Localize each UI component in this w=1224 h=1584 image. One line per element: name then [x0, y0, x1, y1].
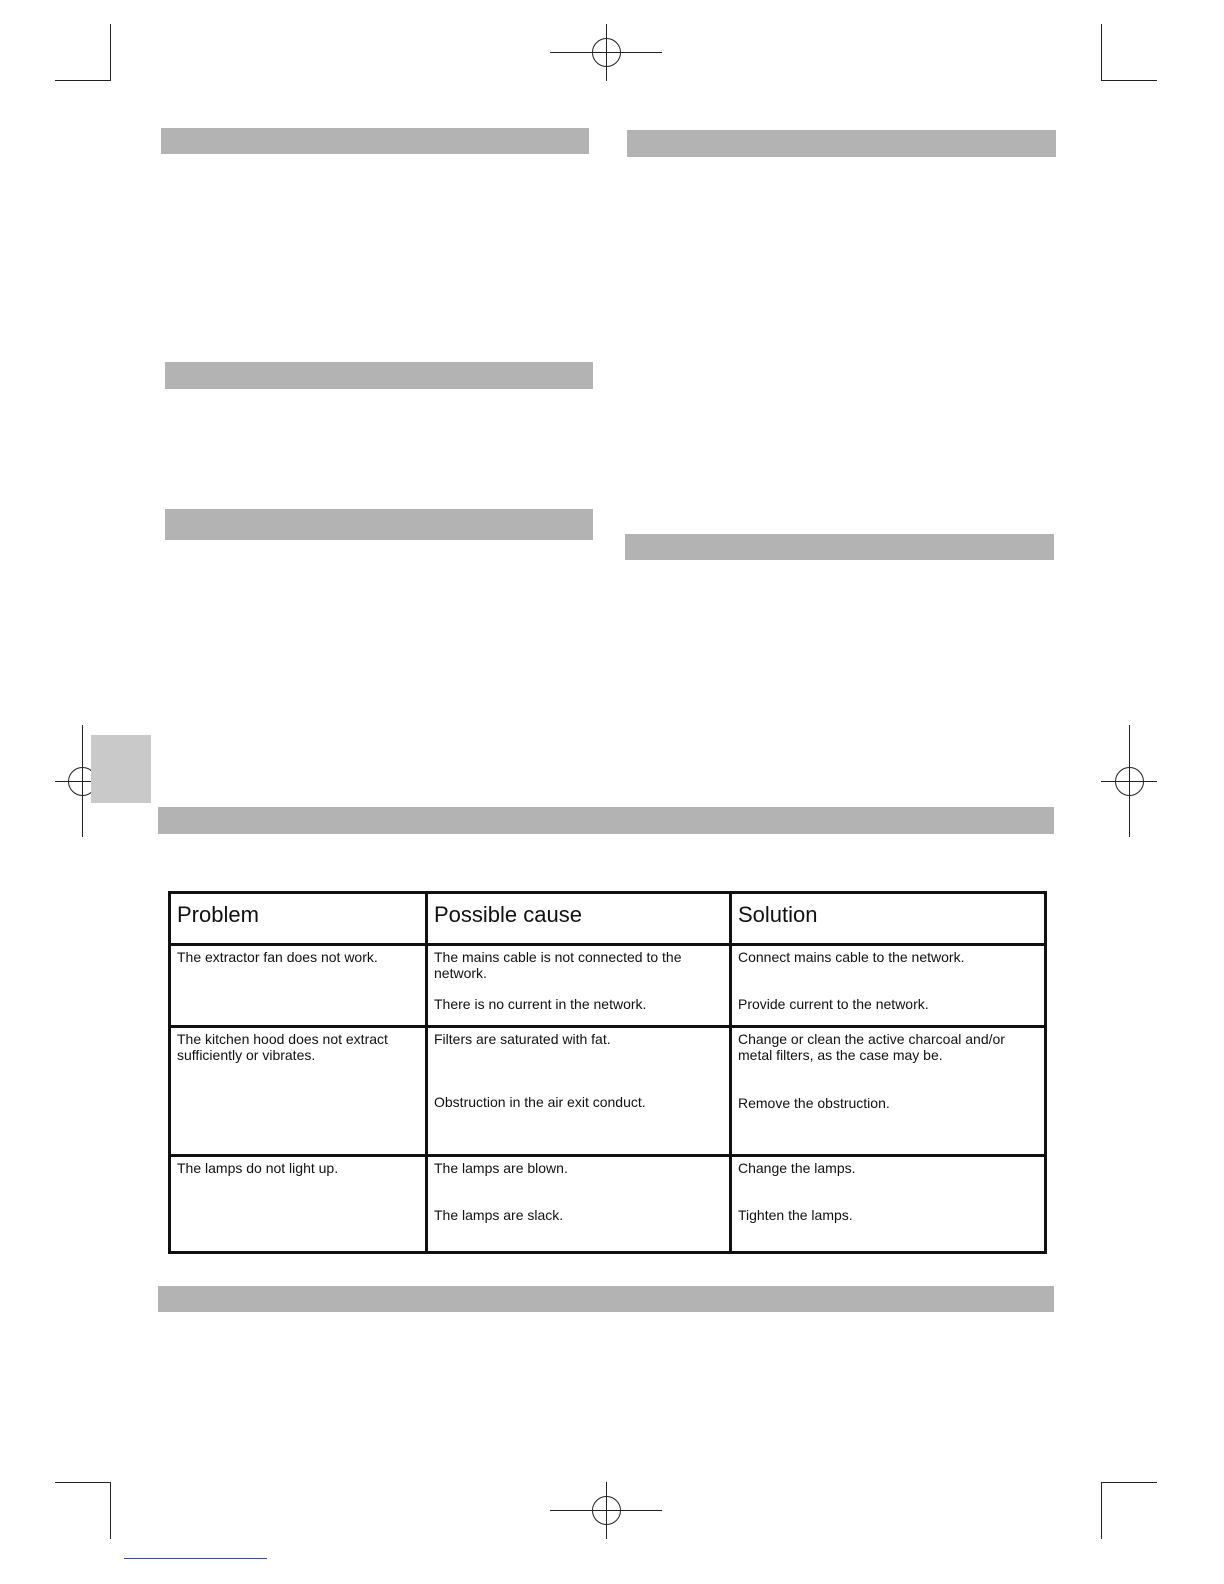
- cause-text: Obstruction in the air exit conduct.: [434, 1094, 646, 1110]
- solution-text: Remove the obstruction.: [738, 1095, 890, 1111]
- crop-mark-bottom-right-vertical: [1101, 1482, 1102, 1539]
- solution-text: Tighten the lamps.: [738, 1207, 853, 1223]
- section-bar-full-2: [158, 1286, 1054, 1312]
- troubleshooting-table: [168, 891, 1047, 1254]
- table-row: [170, 945, 1046, 1027]
- solution-cell: [731, 945, 1046, 1027]
- cause-text: The lamps are blown.: [434, 1160, 568, 1176]
- cause-text: There is no current in the network.: [434, 996, 647, 1012]
- table-row: [170, 1027, 1046, 1156]
- solution-text: Change or clean the active charcoal and/or metal filters, as the case may be.: [738, 1031, 1005, 1063]
- crop-mark-bottom-left-horizontal: [55, 1482, 111, 1483]
- section-bar-left-3: [165, 509, 593, 540]
- table-header-row: [170, 893, 1046, 945]
- cause-cell: [427, 1156, 731, 1253]
- bottom-divider: [124, 1558, 267, 1559]
- problem-cell: The extractor fan does not work.: [170, 945, 427, 1027]
- problem-cell: The kitchen hood does not extract sufficiently or vibrates.: [170, 1027, 427, 1156]
- side-language-tab: [91, 735, 151, 803]
- problem-cell: The lamps do not light up.: [170, 1156, 427, 1253]
- table-row: [170, 1156, 1046, 1253]
- section-bar-full-1: [158, 807, 1054, 834]
- crop-mark-top-right-horizontal: [1101, 80, 1157, 81]
- header-possible-cause: Possible cause: [427, 893, 731, 945]
- cause-text: The mains cable is not connected to the network.: [434, 949, 682, 981]
- crop-mark-top-left-horizontal: [55, 80, 111, 81]
- solution-text: Connect mains cable to the network.: [738, 949, 965, 965]
- section-bar-left-1: [161, 128, 589, 154]
- section-bar-left-2: [165, 362, 593, 389]
- crop-mark-bottom-right-horizontal: [1101, 1482, 1157, 1483]
- solution-cell: [731, 1027, 1046, 1156]
- solution-text: Change the lamps.: [738, 1160, 856, 1176]
- section-bar-right-1: [627, 130, 1056, 157]
- crop-mark-top-left-vertical: [110, 24, 111, 81]
- section-bar-right-2: [625, 534, 1054, 560]
- header-solution: Solution: [731, 893, 1046, 945]
- header-problem: Problem: [170, 893, 427, 945]
- cause-text: The lamps are slack.: [434, 1207, 564, 1223]
- solution-text: Provide current to the network.: [738, 996, 929, 1012]
- cause-text: Filters are saturated with fat.: [434, 1031, 611, 1047]
- crop-mark-bottom-left-vertical: [110, 1482, 111, 1539]
- solution-cell: [731, 1156, 1046, 1253]
- cause-cell: [427, 1027, 731, 1156]
- crop-mark-top-right-vertical: [1101, 24, 1102, 81]
- cause-cell: [427, 945, 731, 1027]
